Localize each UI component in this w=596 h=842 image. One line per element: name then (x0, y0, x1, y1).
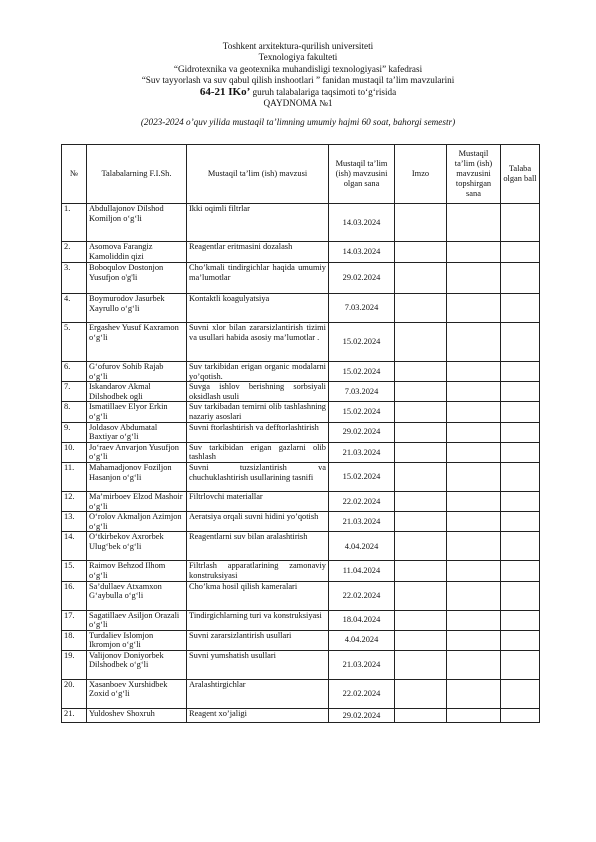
signature-cell (395, 323, 447, 362)
score-cell (501, 382, 540, 402)
date-received: 11.04.2024 (329, 561, 395, 581)
row-number: 11. (62, 462, 87, 491)
date-submitted (447, 679, 501, 708)
signature-cell (395, 650, 447, 679)
table-row (62, 561, 540, 581)
topic-cell: Kontaktli koagulyatsiya (187, 294, 329, 323)
date-submitted (447, 561, 501, 581)
subject-line: “Suv tayyorlash va suv qabul qilish inshootlari ” fanidan mustaqil ta’lim mavzularini (141, 74, 455, 85)
row-number: 3. (62, 263, 87, 294)
topic-cell: Filtrlovchi materiallar (187, 491, 329, 511)
topic-cell: Aralashtirgichlar (187, 679, 329, 708)
signature-cell (395, 561, 447, 581)
semester-note: (2023-2024 o’quv yilida mustaqil ta’limning umumiy hajmi 60 soat, bahorgi semestr) (140, 116, 456, 127)
signature-cell (395, 532, 447, 561)
row-number: 6. (62, 362, 87, 382)
row-number: 21. (62, 708, 87, 722)
department-name: “Gidrotexnika va geotexnika muhandisligi texnologiyasi” kafedrasi (173, 63, 423, 74)
university-name: Toshkent arxitektura-qurilish universiteti (222, 41, 374, 51)
group-code: 64-21 IKo’ (199, 86, 251, 99)
topic-cell: Suvni tuzsizlantirish va chuchuklashtirish usullarining tasnifi (187, 462, 329, 491)
topic-cell: Cho’kma hosil qilish kameralari (187, 581, 329, 610)
student-name: Raimov Behzod Ilhom o‘g‘li (87, 561, 187, 581)
topic-cell: Suvni yumshatish usullari (187, 650, 329, 679)
student-name: Ismatillaev Elyor Erkin o‘g‘li (87, 402, 187, 422)
row-number: 8. (62, 402, 87, 422)
date-submitted (447, 402, 501, 422)
date-submitted (447, 581, 501, 610)
table-header-row (62, 145, 540, 204)
student-name: Valijonov Doniyorbek Dilshodbek o‘g‘li (87, 650, 187, 679)
date-submitted (447, 442, 501, 462)
document-header (0, 41, 596, 128)
table-row (62, 581, 540, 610)
topic-cell: Suv tarkibidan erigan gazlarni olib tashlash (187, 442, 329, 462)
score-cell (501, 532, 540, 561)
signature-cell (395, 204, 447, 242)
date-submitted (447, 630, 501, 650)
student-name: O‘tkirbekov Axrorbek Ulug‘bek o‘g‘li (87, 532, 187, 561)
date-submitted (447, 204, 501, 242)
date-received: 29.02.2024 (329, 708, 395, 722)
score-cell (501, 422, 540, 442)
student-name: Abdullajonov Dilshod Komiljon o‘g‘li (87, 204, 187, 242)
score-cell (501, 650, 540, 679)
col-header-student-name: Talabalarning F.I.Sh. (87, 145, 187, 204)
date-received: 29.02.2024 (329, 263, 395, 294)
date-received: 21.03.2024 (329, 650, 395, 679)
score-cell (501, 294, 540, 323)
faculty-name: Texnologiya fakulteti (258, 52, 338, 63)
date-received: 22.02.2024 (329, 581, 395, 610)
date-submitted (447, 462, 501, 491)
row-number: 1. (62, 204, 87, 242)
signature-cell (395, 708, 447, 722)
student-name: Sa’dullaev Atxamxon G‘aybulla o‘g‘li (87, 581, 187, 610)
date-submitted (447, 512, 501, 532)
score-cell (501, 610, 540, 630)
date-received: 15.02.2024 (329, 323, 395, 362)
signature-cell (395, 402, 447, 422)
table-row (62, 610, 540, 630)
row-number: 19. (62, 650, 87, 679)
row-number: 9. (62, 422, 87, 442)
group-text: guruh talabalariga taqsimoti to‘g‘risida (250, 87, 397, 98)
group-line (0, 86, 596, 98)
topic-cell: Ikki oqimli filtrlar (187, 204, 329, 242)
signature-cell (395, 442, 447, 462)
row-number: 12. (62, 491, 87, 511)
date-submitted (447, 491, 501, 511)
row-number: 14. (62, 532, 87, 561)
score-cell (501, 442, 540, 462)
signature-cell (395, 242, 447, 263)
signature-cell (395, 512, 447, 532)
signature-cell (395, 610, 447, 630)
table-row (62, 323, 540, 362)
topic-cell: Reagentlar eritmasini dozalash (187, 242, 329, 263)
topic-cell: Suvni xlor bilan zararsizlantirish tizimi va usullari habida asosiy ma’lumotlar . (187, 323, 329, 362)
date-submitted (447, 382, 501, 402)
row-number: 16. (62, 581, 87, 610)
table-row (62, 650, 540, 679)
signature-cell (395, 679, 447, 708)
table-body (62, 204, 540, 723)
date-submitted (447, 294, 501, 323)
row-number: 5. (62, 323, 87, 362)
topic-cell: Suvga ishlov berishning sorbsiyali oksidlash usuli (187, 382, 329, 402)
student-name: Ma’mirboev Elzod Mashoir o‘g‘li (87, 491, 187, 511)
score-cell (501, 581, 540, 610)
topic-cell: Filtrlash apparatlarining zamonaviy konstruksiyasi (187, 561, 329, 581)
student-name: Asomova Farangiz Kamoliddin qizi (87, 242, 187, 263)
score-cell (501, 630, 540, 650)
score-cell (501, 679, 540, 708)
col-header-date-submitted: Mustaqil ta’lim (ish) mavzusini topshirgan sana (447, 145, 501, 204)
date-received: 22.02.2024 (329, 679, 395, 708)
row-number: 10. (62, 442, 87, 462)
date-received: 4.04.2024 (329, 532, 395, 561)
row-number: 2. (62, 242, 87, 263)
date-received: 14.03.2024 (329, 204, 395, 242)
date-submitted (447, 263, 501, 294)
signature-cell (395, 462, 447, 491)
row-number: 13. (62, 512, 87, 532)
topic-cell: Cho’kmali tindirgichlar haqida umumiy ma’lumotlar (187, 263, 329, 294)
student-name: Iskandarov Akmal Dilshodbek ogli (87, 382, 187, 402)
table-row (62, 491, 540, 511)
student-name: Joldasov Abdumatal Baxtiyar o‘g‘li (87, 422, 187, 442)
col-header-number: № (62, 145, 87, 204)
date-submitted (447, 422, 501, 442)
score-cell (501, 362, 540, 382)
date-submitted (447, 708, 501, 722)
student-name: Turdaliev Islomjon Ikromjon o‘g‘li (87, 630, 187, 650)
assignment-table (61, 144, 540, 723)
date-submitted (447, 532, 501, 561)
document-title: QAYDNOMA №1 (263, 98, 333, 109)
student-name: Jo‘raev Anvarjon Yusufjon o‘g‘li (87, 442, 187, 462)
topic-cell: Tindirgichlarning turi va konstruksiyasi (187, 610, 329, 630)
date-received: 21.03.2024 (329, 512, 395, 532)
student-name: Xasanboev Xurshidbek Zoxid o‘g‘li (87, 679, 187, 708)
score-cell (501, 561, 540, 581)
table-row (62, 402, 540, 422)
score-cell (501, 512, 540, 532)
topic-cell: Suvni zararsizlantirish usullari (187, 630, 329, 650)
date-received: 22.02.2024 (329, 491, 395, 511)
date-submitted (447, 323, 501, 362)
signature-cell (395, 362, 447, 382)
date-submitted (447, 362, 501, 382)
table-row (62, 442, 540, 462)
table-row (62, 362, 540, 382)
date-submitted (447, 650, 501, 679)
table-row (62, 204, 540, 242)
student-name: O‘rolov Akmaljon Azimjon o‘g‘li (87, 512, 187, 532)
date-received: 18.04.2024 (329, 610, 395, 630)
col-header-topic: Mustaqil ta’lim (ish) mavzusi (187, 145, 329, 204)
topic-cell: Suv tarkibidan erigan organic modalarni yo’qotish. (187, 362, 329, 382)
student-name: Mahamadjonov Foziljon Hasanjon o‘g‘li (87, 462, 187, 491)
table-row (62, 422, 540, 442)
student-name: Ergashev Yusuf Kaxramon o‘g‘li (87, 323, 187, 362)
student-name: Sagatillaev Asiljon Orazali o‘g‘li (87, 610, 187, 630)
signature-cell (395, 294, 447, 323)
row-number: 20. (62, 679, 87, 708)
signature-cell (395, 263, 447, 294)
table-row (62, 532, 540, 561)
table-row (62, 462, 540, 491)
student-name: Yuldoshev Shoxruh (87, 708, 187, 722)
row-number: 7. (62, 382, 87, 402)
topic-cell: Reagentlarni suv bilan aralashtirish (187, 532, 329, 561)
date-submitted (447, 610, 501, 630)
row-number: 18. (62, 630, 87, 650)
date-received: 15.02.2024 (329, 362, 395, 382)
table-row (62, 263, 540, 294)
table-row (62, 679, 540, 708)
table-row (62, 382, 540, 402)
col-header-score: Talaba olgan ball (501, 145, 540, 204)
topic-cell: Suv tarkibadan temirni olib tashlashning nazariy asoslari (187, 402, 329, 422)
topic-cell: Reagent xo’jaligi (187, 708, 329, 722)
student-name: G‘ofurov Sohib Rajab o‘g‘li (87, 362, 187, 382)
score-cell (501, 323, 540, 362)
table-row (62, 294, 540, 323)
row-number: 15. (62, 561, 87, 581)
table-row (62, 630, 540, 650)
score-cell (501, 204, 540, 242)
signature-cell (395, 630, 447, 650)
signature-cell (395, 491, 447, 511)
signature-cell (395, 382, 447, 402)
row-number: 4. (62, 294, 87, 323)
date-received: 14.03.2024 (329, 242, 395, 263)
score-cell (501, 708, 540, 722)
date-received: 21.03.2024 (329, 442, 395, 462)
date-submitted (447, 242, 501, 263)
table-row (62, 242, 540, 263)
table-row (62, 708, 540, 722)
student-name: Boboqulov Dostonjon Yusufjon o'g'li (87, 263, 187, 294)
topic-cell: Aeratsiya orqali suvni hidini yo’qotish (187, 512, 329, 532)
score-cell (501, 491, 540, 511)
date-received: 29.02.2024 (329, 422, 395, 442)
date-received: 15.02.2024 (329, 462, 395, 491)
signature-cell (395, 581, 447, 610)
score-cell (501, 462, 540, 491)
date-received: 4.04.2024 (329, 630, 395, 650)
table-row (62, 512, 540, 532)
signature-cell (395, 422, 447, 442)
row-number: 17. (62, 610, 87, 630)
col-header-date-received: Mustaqil ta’lim (ish) mavzusini olgan sana (329, 145, 395, 204)
student-name: Boymurodov Jasurbek Xayrullo o‘g‘li (87, 294, 187, 323)
score-cell (501, 402, 540, 422)
score-cell (501, 263, 540, 294)
date-received: 7.03.2024 (329, 294, 395, 323)
score-cell (501, 242, 540, 263)
date-received: 7.03.2024 (329, 382, 395, 402)
date-received: 15.02.2024 (329, 402, 395, 422)
col-header-signature: Imzo (395, 145, 447, 204)
topic-cell: Suvni ftorlashtirish va defftorlashtirish (187, 422, 329, 442)
